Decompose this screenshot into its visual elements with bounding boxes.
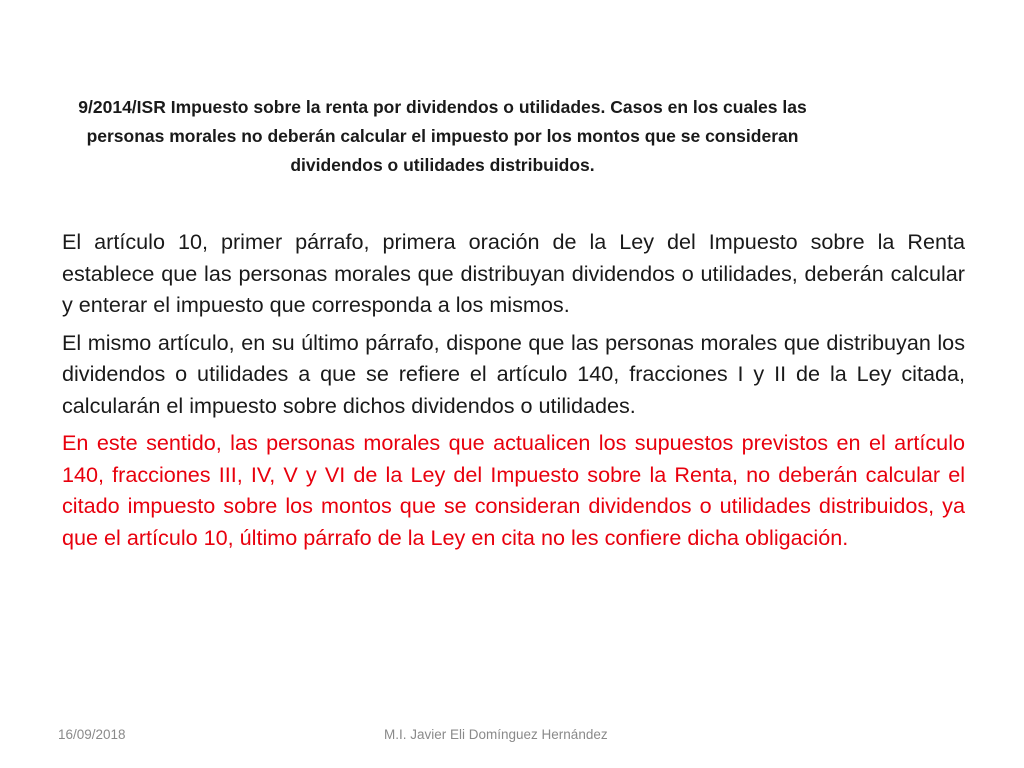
footer-date: 16/09/2018: [58, 727, 126, 742]
paragraph-2: El mismo artículo, en su último párrafo, dispone que las personas morales que distribuyan los dividendos o utilidades a que se refiere el artículo 140, fracciones I y II de la Ley citada, calcularán el impuesto sobre dichos dividendos o utilidades.: [62, 329, 965, 418]
paragraph-1: El artículo 10, primer párrafo, primera oración de la Ley del Impuesto sobre la Renta establece que las personas morales que distribuyan dividendos o utilidades, deberán calcular y enterar el impuesto que corresponda a los mismos.: [62, 229, 965, 317]
slide-body: [62, 226, 965, 559]
slide-title: 9/2014/ISR Impuesto sobre la renta por dividendos o utilidades. Casos en los cuales las personas morales no deberán calcular el impuesto por los montos que se consideran dividendos o utilidades distribuidos.: [78, 97, 807, 175]
footer-author: M.I. Javier Eli Domínguez Hernández: [384, 727, 608, 742]
paragraph-3-highlighted: En este sentido, las personas morales que actualicen los supuestos previstos en el artículo 140, fracciones III, IV, V y VI de la Ley del Impuesto sobre la Renta, no deberán calcular el citado impuesto sobre los montos que se consideran dividendos o utilidades distribuidos, ya que el artículo 10, último párrafo de la Ley en cita no les confiere dicha obligación.: [62, 430, 965, 550]
